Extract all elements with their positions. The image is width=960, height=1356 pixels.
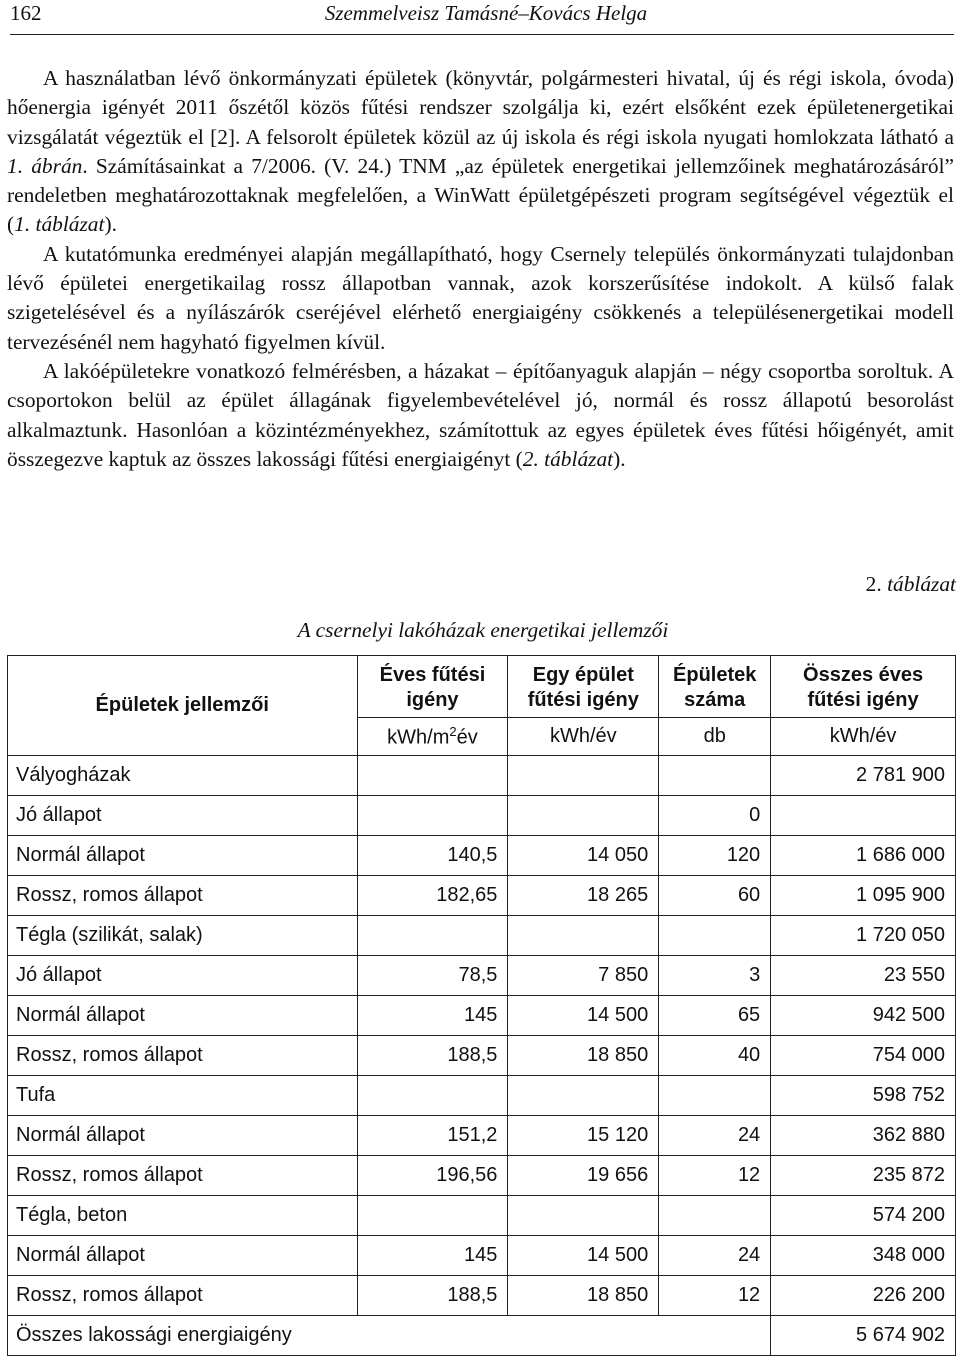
total-cell: 1 720 050	[771, 916, 956, 956]
body-text	[7, 64, 954, 474]
heat-demand-cell: 140,5	[357, 836, 508, 876]
table-row	[8, 796, 956, 836]
column-header-count: Épületek száma	[659, 656, 771, 718]
row-label: Rossz, romos állapot	[8, 876, 358, 916]
per-building-cell	[508, 1196, 659, 1236]
unit-heat-demand-base: kWh/m	[387, 726, 450, 749]
unit-heat-demand	[357, 718, 508, 756]
count-cell: 12	[659, 1156, 771, 1196]
total-cell	[771, 796, 956, 836]
table-body	[8, 756, 956, 1316]
heat-demand-cell	[357, 796, 508, 836]
table-row	[8, 1116, 956, 1156]
total-value: 5 674 902	[771, 1316, 956, 1356]
paragraph-1-text-b: . Számításainkat a 7/2006. (V. 24.) TNM „az épületek energetikai jellemzőinek meghatározásáról” rendeletben meghatározottaknak megfelelően, a WinWatt épületgépészeti program segítségével végeztük el (	[7, 153, 955, 237]
total-cell: 348 000	[771, 1236, 956, 1276]
paragraph-1-text-a: A használatban lévő önkormányzati épületek (könyvtár, polgármesteri hivatal, új és régi iskola, óvoda) hőenergia igényét 2011 őszétől közös fűtési rendszer szolgálja ki, ezért elsőként ezek épületenergetikai vizsgálatát végeztük el [2]. A felsorolt épületek közül az új iskola és régi iskola nyugati homlokzata látható a	[7, 66, 954, 149]
per-building-cell	[508, 796, 659, 836]
energy-table	[7, 655, 956, 1356]
per-building-cell: 14 500	[508, 996, 659, 1036]
heat-demand-cell	[357, 1196, 508, 1236]
total-cell: 754 000	[771, 1036, 956, 1076]
page-number: 162	[10, 1, 42, 25]
unit-heat-demand-tail: év	[456, 726, 478, 749]
per-building-cell	[508, 756, 659, 796]
heat-demand-cell	[357, 756, 508, 796]
heat-demand-cell: 151,2	[357, 1116, 508, 1156]
count-cell: 24	[659, 1236, 771, 1276]
total-cell: 1 686 000	[771, 836, 956, 876]
figure-reference: 1. ábrán	[7, 153, 83, 178]
per-building-cell: 18 265	[508, 876, 659, 916]
table-header-row	[8, 656, 956, 718]
count-cell: 120	[659, 836, 771, 876]
table-number-prefix: 2.	[865, 572, 888, 596]
table-row	[8, 956, 956, 996]
count-cell: 3	[659, 956, 771, 996]
table-row	[8, 756, 956, 796]
heat-demand-cell: 188,5	[357, 1276, 508, 1316]
running-header	[10, 0, 954, 35]
total-label: Összes lakossági energiaigény	[8, 1316, 771, 1356]
unit-heat-demand-exponent: 2	[449, 723, 457, 739]
per-building-cell: 18 850	[508, 1276, 659, 1316]
table-number-word: táblázat	[887, 572, 956, 596]
total-cell: 574 200	[771, 1196, 956, 1236]
row-label: Normál állapot	[8, 1236, 358, 1276]
table-row	[8, 1196, 956, 1236]
row-label: Normál állapot	[8, 836, 358, 876]
heat-demand-cell	[357, 1076, 508, 1116]
paragraph-2: A kutatómunka eredményei alapján megállapítható, hogy Csernely település önkormányzati tulajdonban lévő épületei energetikailag rossz állapotban vannak, azok korszerűsítése indokolt. A külső falak szigetelésével és a nyílászárók cseréjével elérhető energiaigény csökkenés a településenergetikai modell tervezésénél nem hagyható figyelmen kívül.	[7, 241, 954, 354]
table-row	[8, 996, 956, 1036]
table-row	[8, 1276, 956, 1316]
total-cell: 362 880	[771, 1116, 956, 1156]
total-cell: 235 872	[771, 1156, 956, 1196]
table-row	[8, 1236, 956, 1276]
row-label: Vályogházak	[8, 756, 358, 796]
count-cell: 12	[659, 1276, 771, 1316]
total-cell: 23 550	[771, 956, 956, 996]
heat-demand-cell: 145	[357, 996, 508, 1036]
row-label: Rossz, romos állapot	[8, 1156, 358, 1196]
column-header-total: Összes éves fűtési igény	[771, 656, 956, 718]
per-building-cell: 15 120	[508, 1116, 659, 1156]
table-row	[8, 876, 956, 916]
row-label: Rossz, romos állapot	[8, 1036, 358, 1076]
count-cell	[659, 1196, 771, 1236]
row-label: Jó állapot	[8, 956, 358, 996]
count-cell	[659, 756, 771, 796]
table-2-reference: 2. táblázat	[522, 446, 614, 471]
heat-demand-cell: 188,5	[357, 1036, 508, 1076]
table-row	[8, 836, 956, 876]
paragraph-3-text-a: A lakóépületekre vonatkozó felmérésben, a házakat – építőanyaguk alapján – négy csoportba soroltuk. A csoportokon belül az épület állagának figyelembevételével jó, normál és rossz állapotú besorolást alkalmaztunk. Hasonlóan a közintézményekhez, számítottuk az egyes épületek éves fűtési hőigényét, amit összegezve kaptuk az összes lakossági fűtési energiaigényt (	[7, 358, 954, 471]
table-row	[8, 1036, 956, 1076]
total-cell: 2 781 900	[771, 756, 956, 796]
count-cell	[659, 916, 771, 956]
per-building-cell: 18 850	[508, 1036, 659, 1076]
count-cell: 40	[659, 1036, 771, 1076]
row-label: Tégla (szilikát, salak)	[8, 916, 358, 956]
per-building-cell	[508, 1076, 659, 1116]
per-building-cell: 14 500	[508, 1236, 659, 1276]
paragraph-3-text-b: ).	[613, 446, 626, 471]
per-building-cell	[508, 916, 659, 956]
unit-total: kWh/év	[771, 718, 956, 756]
heat-demand-cell	[357, 916, 508, 956]
paragraph-3	[7, 357, 954, 474]
count-cell: 0	[659, 796, 771, 836]
header-authors: Szemmelveisz Tamásné–Kovács Helga	[324, 1, 648, 25]
column-header-heat-demand: Éves fűtési igény	[357, 656, 508, 718]
heat-demand-cell: 145	[357, 1236, 508, 1276]
column-header-per-building: Egy épület fűtési igény	[508, 656, 659, 718]
table-row	[8, 1156, 956, 1196]
total-cell: 226 200	[771, 1276, 956, 1316]
total-cell: 598 752	[771, 1076, 956, 1116]
table-title: A csernelyi lakóházak energetikai jellemzői	[297, 618, 669, 642]
unit-per-building: kWh/év	[508, 718, 659, 756]
column-header-feature: Épületek jellemzői	[8, 656, 358, 756]
count-cell	[659, 1076, 771, 1116]
per-building-cell: 19 656	[508, 1156, 659, 1196]
per-building-cell: 14 050	[508, 836, 659, 876]
row-label: Normál állapot	[8, 996, 358, 1036]
table-row	[8, 916, 956, 956]
table-row	[8, 1076, 956, 1116]
table-1-reference: 1. táblázat	[14, 212, 105, 237]
row-label: Rossz, romos állapot	[8, 1276, 358, 1316]
total-cell: 1 095 900	[771, 876, 956, 916]
total-row	[8, 1316, 956, 1356]
count-cell: 60	[659, 876, 771, 916]
paragraph-1	[7, 64, 954, 240]
unit-count: db	[659, 718, 771, 756]
row-label: Jó állapot	[8, 796, 358, 836]
row-label: Normál állapot	[8, 1116, 358, 1156]
row-label: Tufa	[8, 1076, 358, 1116]
heat-demand-cell: 196,56	[357, 1156, 508, 1196]
count-cell: 24	[659, 1116, 771, 1156]
heat-demand-cell: 78,5	[357, 956, 508, 996]
per-building-cell: 7 850	[508, 956, 659, 996]
paragraph-1-text-c: ).	[104, 212, 117, 237]
table-number	[866, 570, 956, 598]
count-cell: 65	[659, 996, 771, 1036]
heat-demand-cell: 182,65	[357, 876, 508, 916]
total-cell: 942 500	[771, 996, 956, 1036]
row-label: Tégla, beton	[8, 1196, 358, 1236]
